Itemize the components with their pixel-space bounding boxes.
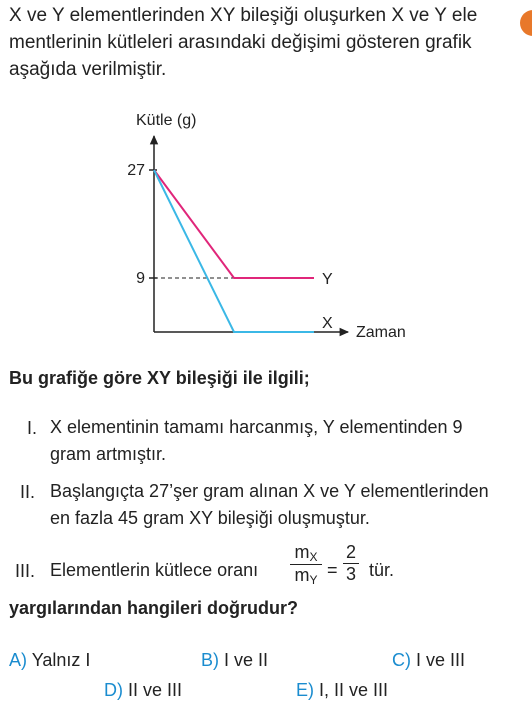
statement-2-line-2: en fazla 45 gram XY bileşiği oluşmuştur. (50, 508, 370, 528)
value-fraction (343, 542, 359, 585)
choice-e[interactable] (296, 680, 388, 701)
choice-a-letter: A) (9, 650, 27, 670)
intro-line-1: X ve Y elementlerinden XY bileşiği oluşurken X ve Y ele (9, 5, 478, 26)
fraction-numerator: $m_X$ (294, 542, 318, 564)
y-tick-label-9: 9 (136, 270, 145, 287)
statement-1-numeral: I. (27, 418, 38, 438)
intro-line-2: mentlerinin kütleleri arasındaki değişimi gösteren grafik (9, 32, 472, 53)
statement-1 (50, 414, 463, 468)
fraction-denominator: $m_Y$ (294, 565, 318, 588)
choice-b[interactable] (201, 650, 268, 671)
statement-1-line-1: X elementinin tamamı harcanmış, Y elementinden 9 (50, 417, 463, 437)
statement-3-numeral: III. (15, 561, 36, 581)
statement-2-line-1: Başlangıçta 27’şer gram alınan X ve Y elementlerinden (50, 481, 489, 501)
choice-d-text: II ve III (128, 680, 183, 700)
value-numerator: 2 (345, 542, 356, 562)
statement-2 (50, 478, 489, 532)
choice-b-text: I ve II (224, 650, 269, 670)
statement-1-line-2: gram artmıştır. (50, 444, 167, 464)
equals-sign: = (327, 560, 338, 580)
question-text: Bu grafiğe göre XY bileşiği ile ilgili; (9, 368, 310, 388)
statement-3-text: Elementlerin kütlece oranı (50, 560, 259, 580)
y-tick-label-27: 27 (127, 162, 145, 179)
choice-e-letter: E) (296, 680, 314, 700)
choice-d[interactable] (104, 680, 182, 701)
series-label-y: Y (322, 271, 333, 288)
y-axis-label: Kütle (g) (136, 112, 197, 129)
x-axis-label: Zaman (356, 324, 406, 341)
choice-e-text: I, II ve III (319, 680, 389, 700)
series-line-x (154, 170, 314, 332)
statement-3-suffix: tür. (369, 560, 395, 580)
intro-text (9, 2, 532, 83)
mass-time-chart (100, 104, 430, 354)
choice-d-letter: D) (104, 680, 123, 700)
choice-b-letter: B) (201, 650, 219, 670)
value-denominator: 3 (345, 564, 356, 585)
series-label-x: X (322, 315, 333, 332)
choice-c-text: I ve III (416, 650, 466, 670)
series-line-y (154, 170, 314, 278)
intro-line-3: aşağıda verilmiştir. (9, 59, 167, 80)
choice-c-letter: C) (392, 650, 411, 670)
choice-a-text: Yalnız I (31, 650, 91, 670)
closing-question: yargılarından hangileri doğrudur? (9, 598, 299, 618)
statement-2-numeral: II. (20, 482, 36, 502)
choice-c[interactable] (392, 650, 465, 671)
mass-ratio-fraction (290, 542, 322, 587)
choice-a[interactable] (9, 650, 90, 671)
